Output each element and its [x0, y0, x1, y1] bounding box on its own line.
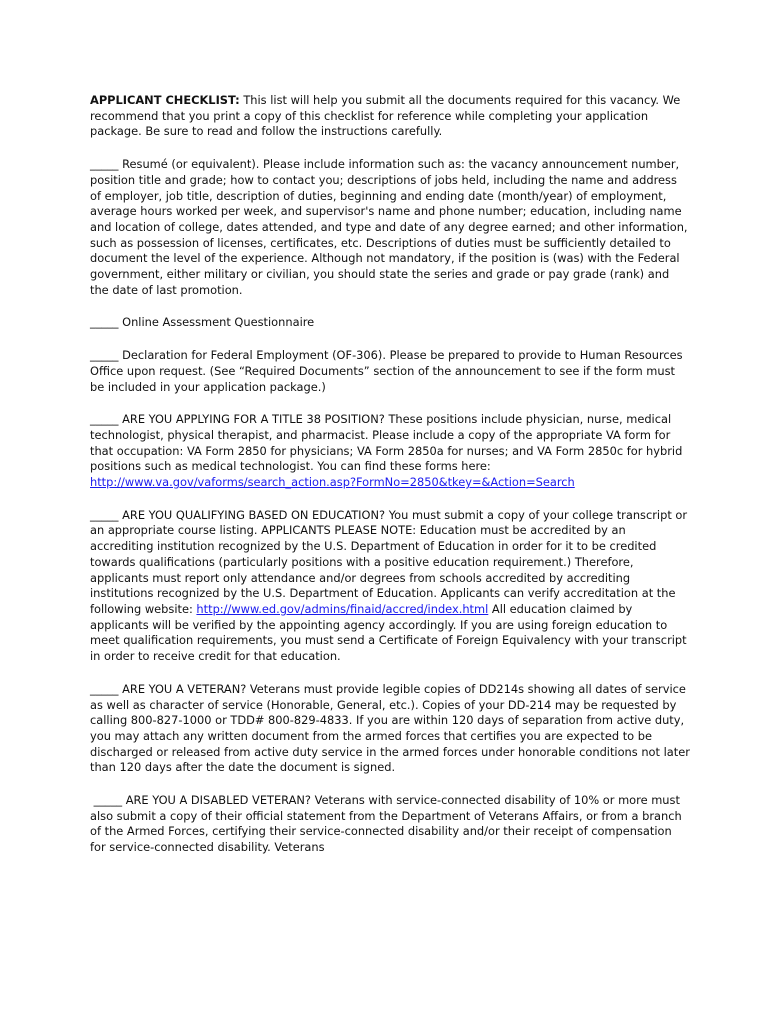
education-text-after: All education claimed by applicants will be verified by the appointing agency accordingly. If you are using foreign education to meet qualification requirements, you must send a Certificate of Foreign Equivalency with your transcript in order to receive credit for that education.	[90, 601, 687, 664]
checkbox-blank: _____	[90, 793, 126, 808]
veteran-item	[90, 682, 690, 776]
questionnaire-item	[90, 315, 690, 331]
intro-paragraph	[90, 93, 690, 140]
checkbox-blank: _____	[90, 412, 123, 427]
accreditation-link[interactable]: http://www.ed.gov/admins/finaid/accred/index.html	[196, 601, 489, 616]
education-text: ARE YOU QUALIFYING BASED ON EDUCATION? You must submit a copy of your college transcript or an appropriate course listing. APPLICANTS PLEASE NOTE: Education must be accredited by an accrediting institution recognized by the U.S. Department of Education in order for it to be credited towards qualifications (particularly positions with a positive education requirement.) Therefore, applicants must report only attendance and/or degrees from schools accredited by accrediting institutions recognized by the U.S. Department of Education. Applicants can verify accreditation at the following website:	[90, 507, 688, 616]
checkbox-blank: _____	[90, 348, 123, 363]
checkbox-blank: _____	[90, 315, 123, 330]
declaration-text: Declaration for Federal Employment (OF-306). Please be prepared to provide to Human Resources Office upon request. (See “Required Documents” section of the announcement to see if the form must be included in your application package.)	[90, 348, 683, 394]
checklist-heading: APPLICANT CHECKLIST:	[90, 93, 240, 107]
resume-item	[90, 157, 690, 298]
questionnaire-text: Online Assessment Questionnaire	[122, 315, 315, 330]
disabled-veteran-text: ARE YOU A DISABLED VETERAN? Veterans with service-connected disability of 10% or more must also submit a copy of their official statement from the Department of Veterans Affairs, or from a branch of the Armed Forces, certifying their service-connected disability and/or their receipt of compensation for service-connected disability. Veterans	[90, 793, 682, 855]
checkbox-blank: _____	[90, 681, 123, 696]
education-item	[90, 508, 690, 665]
title38-item	[90, 412, 690, 491]
checkbox-blank: _____	[90, 157, 123, 172]
intro-text: This list will help you submit all the documents required for this vacancy. We recommend that you print a copy of this checklist for reference while completing your application package. Be sure to read and follow the instructions carefully.	[90, 93, 681, 139]
title38-text: ARE YOU APPLYING FOR A TITLE 38 POSITION? These positions include physician, nurse, medical technologist, physical therapist, and pharmacist. Please include a copy of the appropriate VA form for that occupation: VA Form 2850 for physicians; VA Form 2850a for nurses; and VA Form 2850c for hybrid positions such as medical technologist. You can find these forms here:	[90, 412, 683, 474]
declaration-item	[90, 348, 690, 395]
va-forms-link[interactable]: http://www.va.gov/vaforms/search_action.asp?FormNo=2850&tkey=&Action=Search	[90, 475, 575, 490]
veteran-text: ARE YOU A VETERAN? Veterans must provide legible copies of DD214s showing all dates of service as well as character of service (Honorable, General, etc.). Copies of your DD-214 may be requested by calling 800-827-1000 or TDD# 800-829-4833. If you are within 120 days of separation from active duty, you may attach any written document from the armed forces that certifies you are expected to be discharged or released from active duty service in the armed forces under honorable conditions not later than 120 days after the date the document is signed.	[90, 681, 690, 775]
resume-text: Resumé (or equivalent). Please include information such as: the vacancy announcement number, position title and grade; how to contact you; descriptions of jobs held, including the name and address of employer, job title, description of duties, beginning and ending date (month/year) of employment, average hours worked per week, and supervisor's name and phone number; education, including name and location of college, dates attended, and type and date of any degree earned; and other information, such as possession of licenses, certificates, etc. Descriptions of duties must be sufficiently detailed to document the level of the experience. Although not mandatory, if the position is (was) with the Federal government, either military or civilian, you should state the series and grade or pay grade (rank) and the date of last promotion.	[90, 157, 688, 297]
document-page	[90, 93, 690, 873]
disabled-veteran-item	[90, 793, 690, 856]
checkbox-blank: _____	[90, 507, 123, 522]
